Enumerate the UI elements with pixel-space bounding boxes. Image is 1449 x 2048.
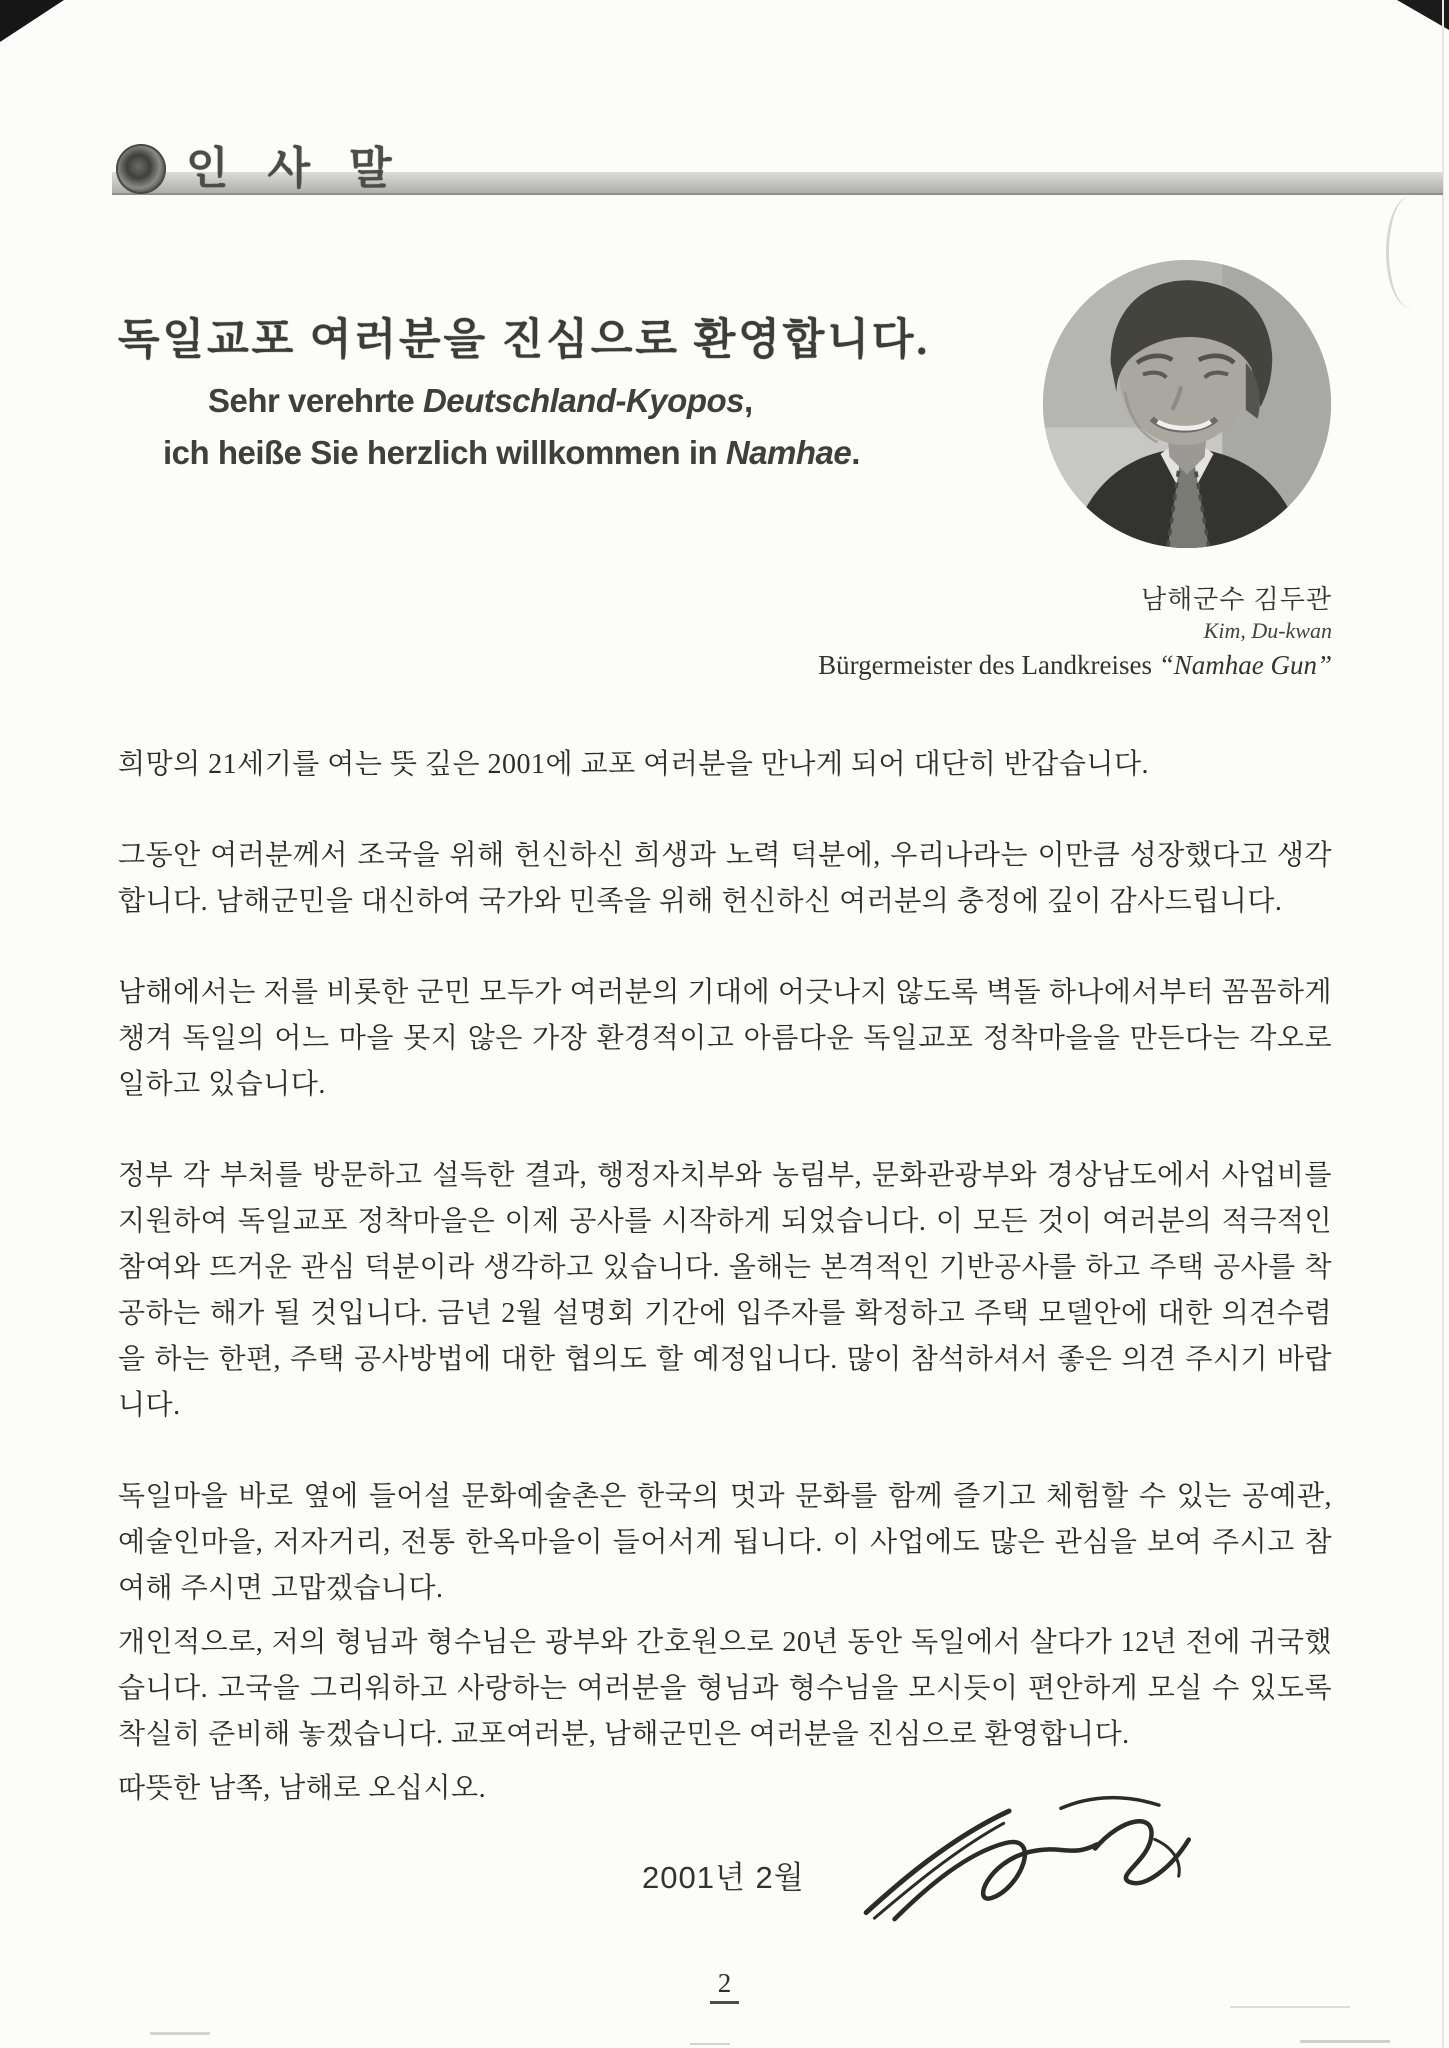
bullet-circle-icon <box>116 144 166 194</box>
subtitle-text: , <box>744 382 753 419</box>
subtitle-emphasis: Namhae <box>725 434 852 471</box>
page-number-value: 2 <box>710 1968 740 2004</box>
scan-artifact-speck <box>1300 2040 1390 2043</box>
photo-caption <box>818 582 1332 684</box>
subtitle-emphasis: Deutschland-Kyopos <box>422 382 744 419</box>
scan-artifact-corner-top-left <box>0 0 64 42</box>
signatory-name-romanized: Kim, Du-kwan <box>1203 618 1332 643</box>
letter-body <box>118 742 1332 1812</box>
body-paragraph: 따뜻한 남쪽, 남해로 오십시오. <box>118 1773 487 1804</box>
greeting-title-korean: 독일교포 여러분을 진심으로 환영합니다. <box>118 317 931 364</box>
portrait-photo-graphic <box>1040 256 1334 552</box>
signatory-name-korean: 남해군수 김두관 <box>1140 584 1332 614</box>
signature-image <box>852 1779 1206 1955</box>
greeting-subtitle-german-line1 <box>208 382 753 420</box>
scan-artifact-speck <box>690 2043 730 2045</box>
body-paragraph: 정부 각 부처를 방문하고 설득한 결과, 행정자치부와 농림부, 문화관광부와 경상남도에서 사업비를 지원하여 독일교포 정착마을은 이제 공사를 시작하게 되었습니다. 이 모든 것이 여러분의 적극적인 참여와 뜨거운 관심 덕분이라 생각하고 있습니다. 올해는 본격적인 기반공사를 하고 주택 공사를 착공하는 해가 될 것입니다. 금년 2월 설명회 기간에 입주자를 확정하고 주택 모델안에 대한 의견수렴을 하는 한편, 주택 공사방법에 대한 협의도 할 예정입니다. 많이 참석하셔서 좋은 의견 주시기 바랍니다. <box>118 1160 1332 1421</box>
body-paragraph: 개인적으로, 저의 형님과 형수님은 광부와 간호원으로 20년 동안 독일에서 살다가 12년 전에 귀국했습니다. 고국을 그리워하고 사랑하는 여러분을 형님과 형수님을 모시듯이 편안하게 모실 수 있도록 착실히 준비해 놓겠습니다. 교포여러분, 남해군민은 여러분을 진심으로 환영합니다. <box>118 1627 1332 1750</box>
date-line: 2001년 2월 <box>642 1860 805 1895</box>
signatory-title-german <box>818 646 1332 684</box>
scan-artifact-speck <box>150 2032 210 2035</box>
signature-strokes <box>852 1779 1206 1955</box>
body-paragraph: 독일마을 바로 옆에 들어설 문화예술촌은 한국의 멋과 문화를 함께 즐기고 체험할 수 있는 공예관, 예술인마을, 저자거리, 전통 한옥마을이 들어서게 됩니다. 이 사업에도 많은 관심을 보여 주시고 참여해 주시면 고맙겠습니다. <box>118 1481 1332 1604</box>
section-header <box>0 130 1449 200</box>
page-number <box>0 1968 1449 2004</box>
title-emphasis: “Namhae Gun” <box>1158 650 1332 680</box>
subtitle-text: ich heiße Sie herzlich willkommen in <box>163 434 726 471</box>
body-paragraph: 남해에서는 저를 비롯한 군민 모두가 여러분의 기대에 어긋나지 않도록 벽돌 하나에서부터 꼼꼼하게 챙겨 독일의 어느 마을 못지 않은 가장 환경적이고 아름다운 독일교포 정착마을을 만든다는 각오로 일하고 있습니다. <box>118 977 1332 1100</box>
subtitle-text: Sehr verehrte <box>208 382 423 419</box>
section-title: 인 사 말 <box>186 144 406 193</box>
greeting-subtitle-german-line2 <box>163 434 860 472</box>
body-paragraph: 그동안 여러분께서 조국을 위해 헌신하신 희생과 노력 덕분에, 우리나라는 이만큼 성장했다고 생각합니다. 남해군민을 대신하여 국가와 민족을 위해 헌신하신 여러분의 충정에 깊이 감사드립니다. <box>118 840 1332 917</box>
body-paragraph: 희망의 21세기를 여는 뜻 깊은 2001에 교포 여러분을 만나게 되어 대단히 반갑습니다. <box>118 749 1149 780</box>
scan-artifact-right-edge <box>1442 0 1444 2048</box>
title-text: Bürgermeister des Landkreises <box>818 650 1159 680</box>
portrait-photo <box>1040 256 1334 552</box>
scan-artifact-fold-curve <box>1386 196 1435 308</box>
scan-artifact-speck <box>1230 2006 1350 2008</box>
subtitle-text: . <box>851 434 860 471</box>
